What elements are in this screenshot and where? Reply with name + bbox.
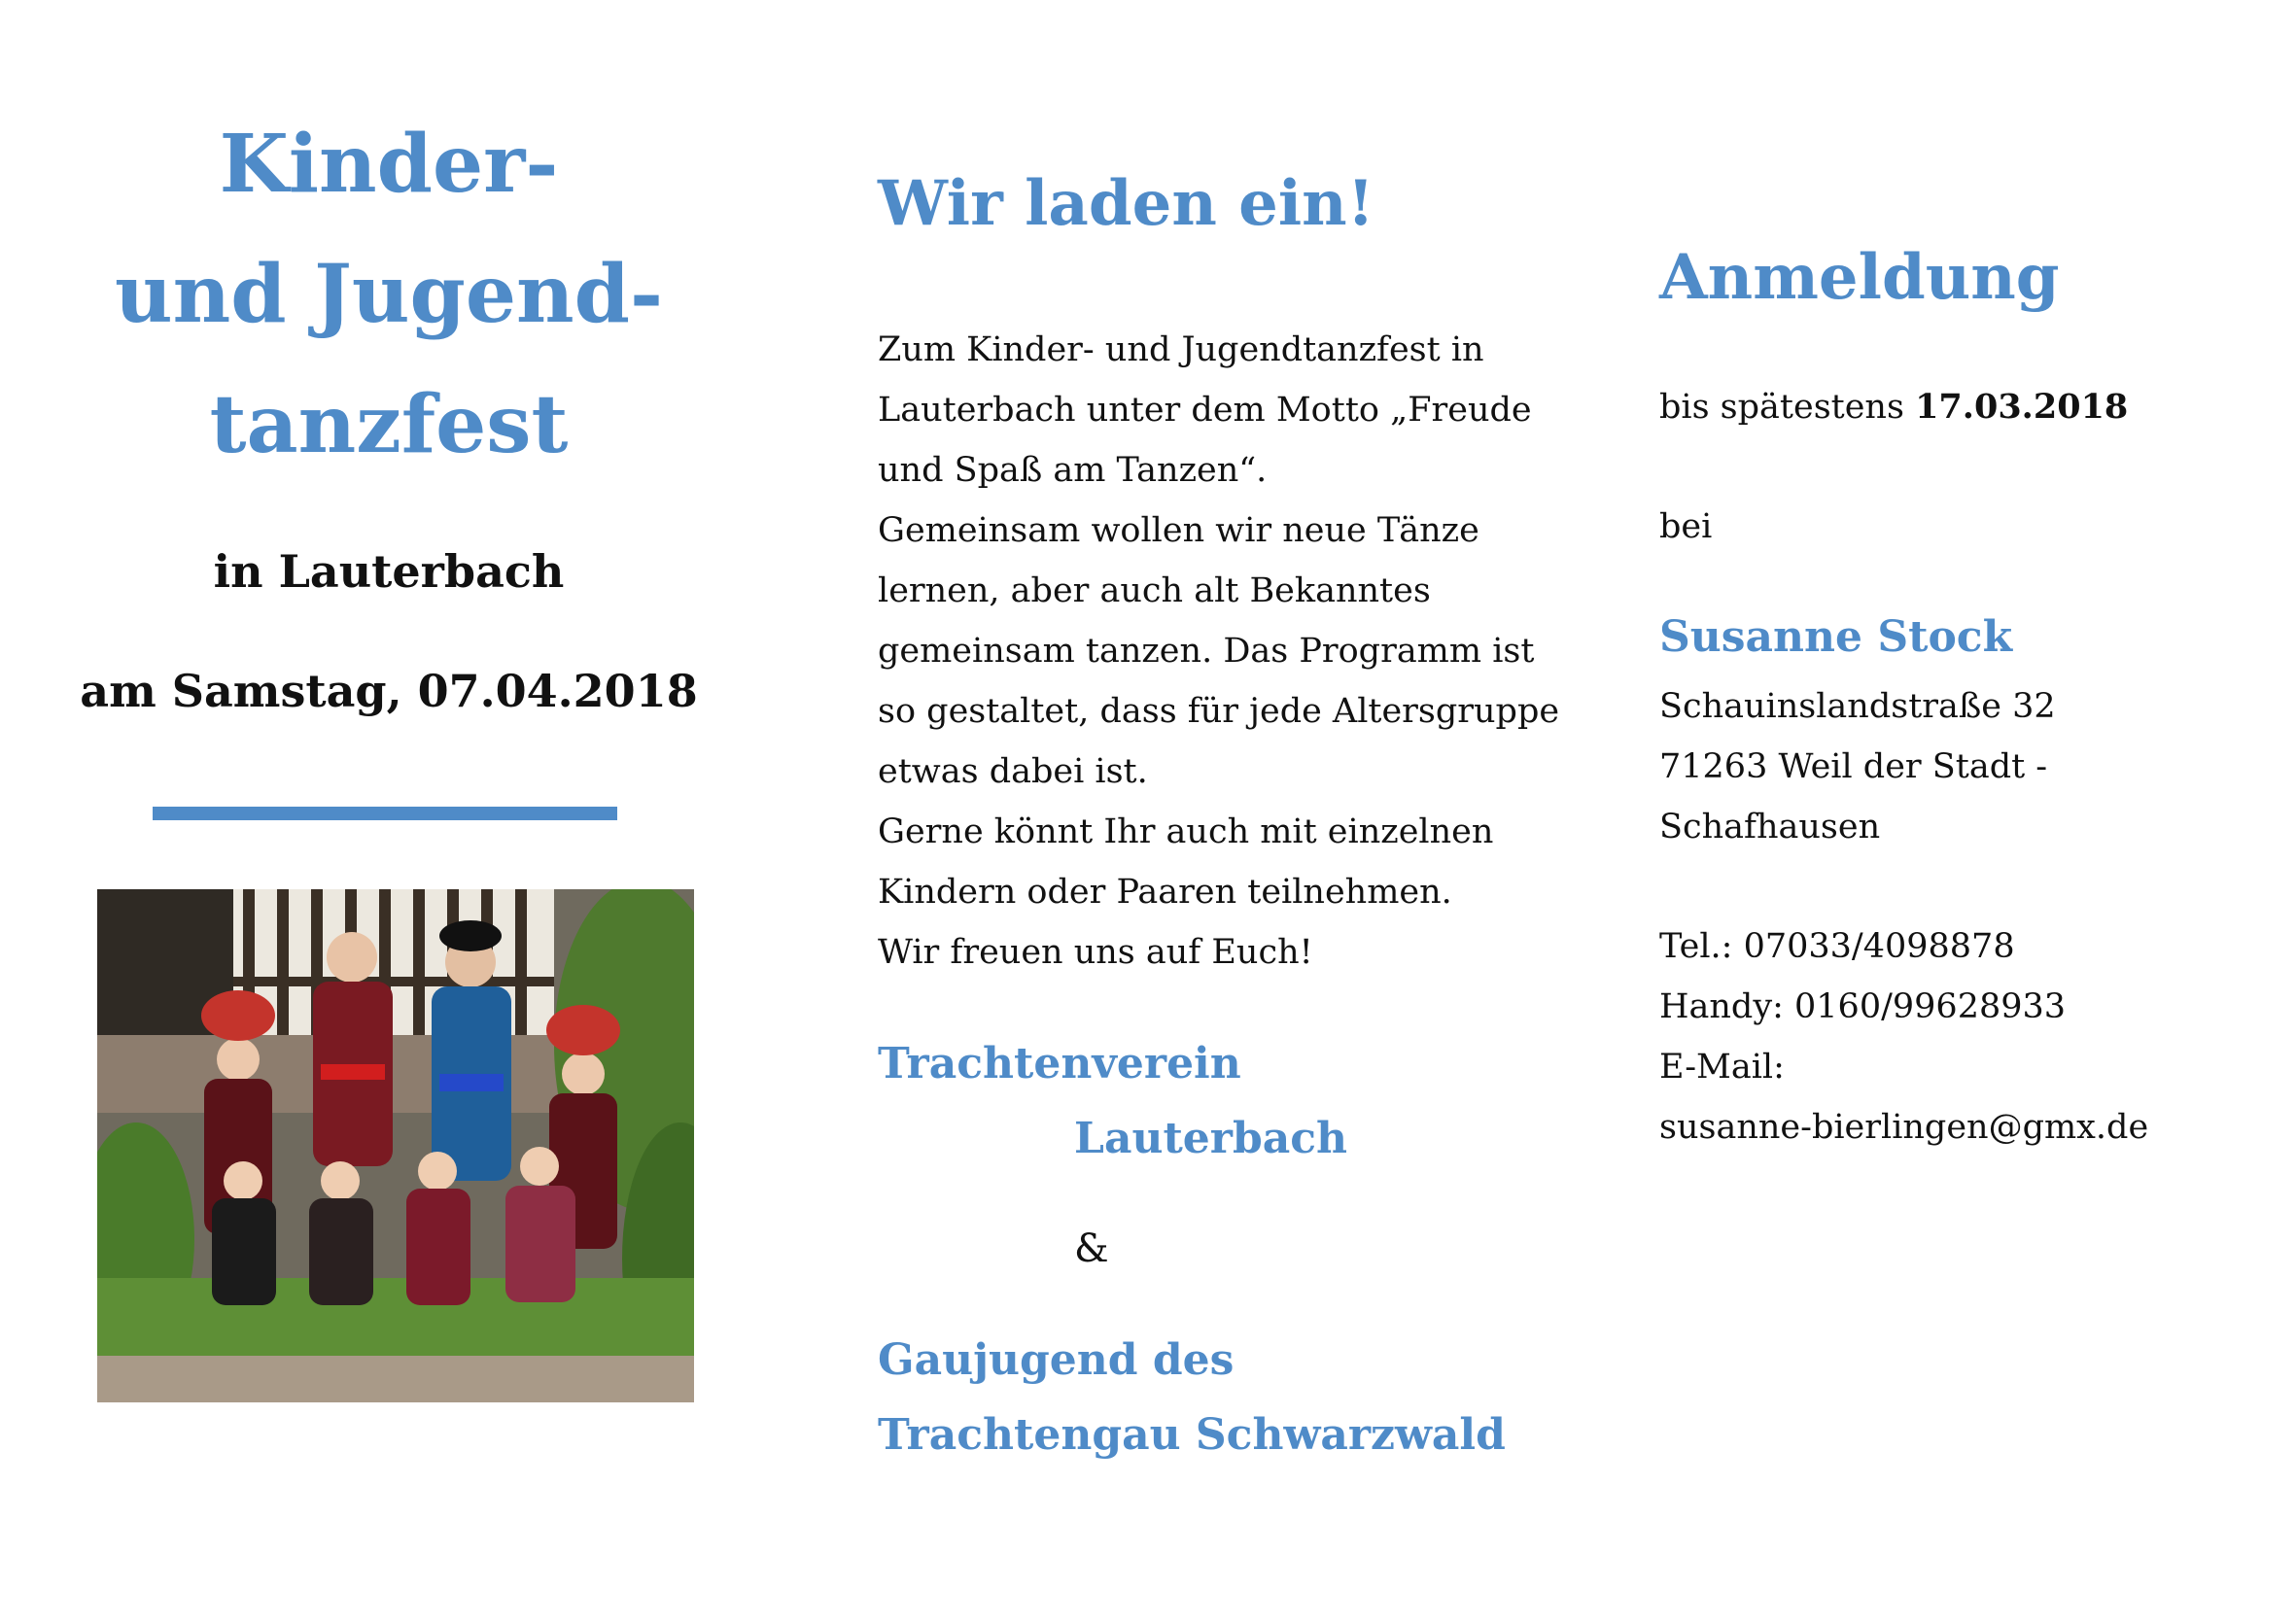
paragraph-line: Wir freuen uns auf Euch! — [878, 933, 1313, 972]
paragraph-line: Kindern oder Paaren teilnehmen. — [878, 873, 1452, 912]
paragraph-line: Gerne könnt Ihr auch mit einzelnen — [878, 812, 1494, 851]
contact-city-line-1: 71263 Weil der Stadt - — [1659, 747, 2048, 786]
paragraph-line: etwas dabei ist. — [878, 752, 1148, 791]
event-title-line-2: und Jugend- — [114, 248, 664, 341]
contact-street: Schauinslandstraße 32 — [1659, 687, 2056, 726]
paragraph-line: und Spaß am Tanzen“. — [878, 451, 1268, 490]
registration-heading: Anmeldung — [1659, 241, 2060, 314]
deadline-prefix: bis spätestens — [1659, 388, 1916, 427]
event-date: am Samstag, 07.04.2018 — [80, 665, 698, 717]
invitation-heading: Wir laden ein! — [878, 167, 1374, 240]
ampersand: & — [1074, 1226, 1109, 1271]
group-photo — [97, 889, 694, 1402]
paragraph-line: gemeinsam tanzen. Das Programm ist — [878, 632, 1535, 671]
organizer-2-line-2: Trachtengau Schwarzwald — [878, 1410, 1506, 1460]
paragraph-line: so gestaltet, dass für jede Altersgruppe — [878, 692, 1560, 731]
event-title-line-1: Kinder- — [219, 118, 559, 211]
deadline-line — [1659, 387, 2129, 427]
divider-bar — [153, 807, 617, 820]
contact-email: susanne-bierlingen@gmx.de — [1659, 1108, 2149, 1147]
paragraph-line: lernen, aber auch alt Bekanntes — [878, 571, 1431, 610]
paragraph-line: Gemeinsam wollen wir neue Tänze — [878, 511, 1479, 550]
organizer-1-line-2: Lauterbach — [1074, 1114, 1347, 1163]
left-column — [0, 0, 778, 1623]
contact-name: Susanne Stock — [1659, 612, 2013, 662]
paragraph-line: Zum Kinder- und Jugendtanzfest in — [878, 330, 1484, 369]
contact-phone: Tel.: 07033/4098878 — [1659, 927, 2015, 966]
contact-city-line-2: Schafhausen — [1659, 808, 1881, 846]
event-location: in Lauterbach — [213, 545, 565, 598]
contact-email-label: E-Mail: — [1659, 1048, 1785, 1087]
deadline-date: 17.03.2018 — [1915, 387, 2129, 427]
contact-mobile: Handy: 0160/99628933 — [1659, 987, 2067, 1026]
paragraph-line: Lauterbach unter dem Motto „Freude — [878, 391, 1532, 430]
event-title-line-3: tanzfest — [209, 378, 569, 471]
bei-text: bei — [1659, 507, 1713, 546]
organizer-1-line-1: Trachtenverein — [878, 1039, 1241, 1088]
organizer-2-line-1: Gaujugend des — [878, 1335, 1235, 1385]
